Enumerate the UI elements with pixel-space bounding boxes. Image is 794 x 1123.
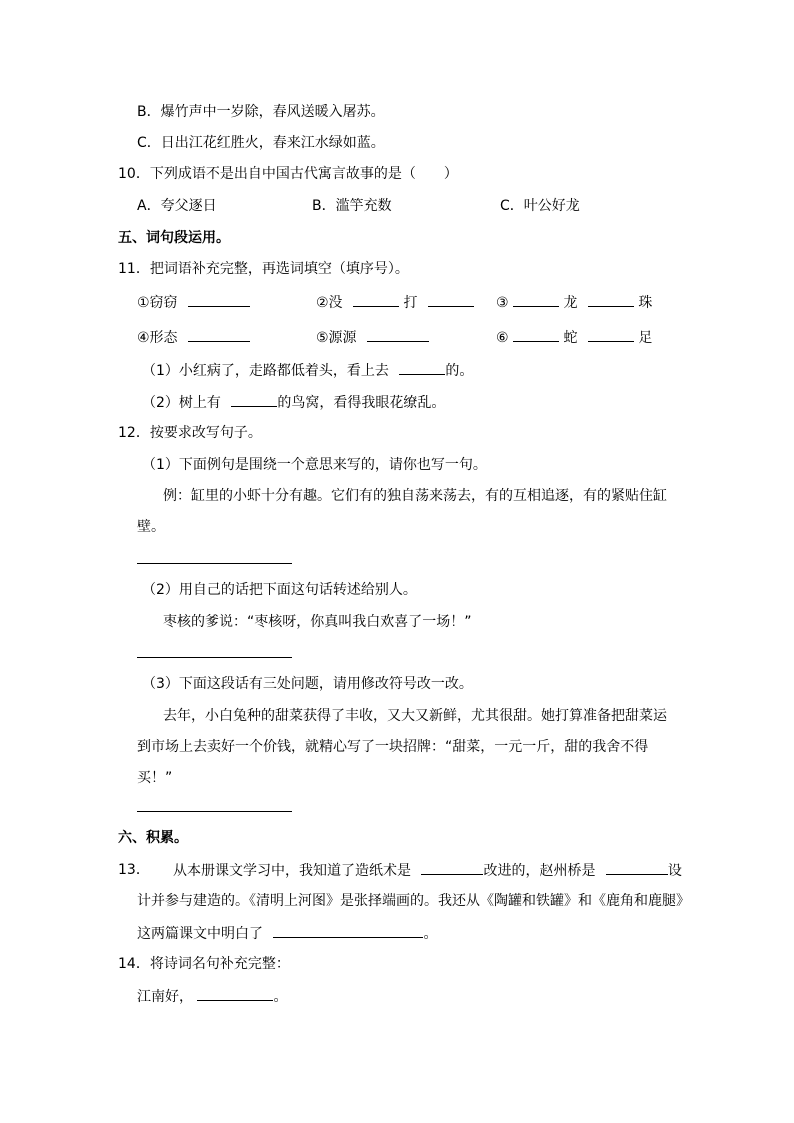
answer-blank[interactable] (588, 327, 634, 342)
q13-text: 改进的，赵州桥是 (483, 863, 596, 879)
q10-option-b: B．滥竽充数 (312, 198, 392, 214)
answer-blank[interactable] (273, 923, 423, 938)
q12-example-1-line-1: 例：缸里的小虾十分有趣。它们有的独自荡来荡去，有的互相追逐，有的紧贴住缸 (163, 488, 667, 504)
answer-blank[interactable] (188, 292, 250, 307)
answer-blank[interactable] (421, 860, 483, 875)
item-text: ②没 (316, 295, 343, 311)
q11-item-3 (496, 292, 652, 313)
section-5-heading: 五、词句段运用。 (118, 230, 230, 246)
q12-part-1: （1）下面例句是围绕一个意思来写的，请你也写一句。 (142, 457, 487, 473)
q12-part-3: （3）下面这段话有三处问题，请用修改符号改一改。 (142, 676, 473, 692)
answer-blank[interactable] (231, 392, 277, 407)
q11-sentence-2 (142, 392, 445, 413)
q12-answer-line-1[interactable] (137, 563, 292, 564)
q12-stem: 12．按要求改写句子。 (118, 425, 262, 441)
q12-example-3-line-2: 到市场上去卖好一个价钱，就精心写了一块招牌：“甜菜，一元一斤，甜的我舍不得 (137, 739, 649, 755)
q13-text: 这两篇课文中明白了 (137, 926, 263, 942)
sentence-text: （1）小红病了，走路都低着头，看上去 (142, 363, 389, 379)
sentence-text: （2）树上有 (142, 395, 221, 411)
q12-answer-line-2[interactable] (137, 657, 292, 658)
q9-option-c: C．日出江花红胜火，春来江水绿如蓝。 (137, 135, 385, 151)
answer-blank[interactable] (588, 292, 634, 307)
sentence-text: 的鸟窝，看得我眼花缭乱。 (277, 395, 446, 411)
q13-number: 13． (118, 862, 150, 878)
q14-text: 。 (273, 989, 288, 1005)
item-text: 打 (403, 295, 418, 311)
item-text: 蛇 (563, 330, 578, 346)
answer-blank[interactable] (513, 292, 559, 307)
q14-line-1 (137, 986, 287, 1007)
item-text: ①窃窃 (137, 295, 178, 311)
q13-line-2: 计并参与建造的。《清明上河图》是张择端画的。我还从《陶罐和铁罐》和《鹿角和鹿腿》 (137, 893, 690, 909)
q10-option-a: A．夸父逐日 (137, 198, 217, 214)
q13-text: 设 (667, 863, 682, 879)
item-text: ⑤源源 (316, 330, 357, 346)
q13-text: 。 (423, 926, 438, 942)
q11-item-6 (496, 327, 652, 348)
q12-part-2: （2）用自己的话把下面这句话转述给别人。 (142, 582, 417, 598)
answer-blank[interactable] (353, 292, 399, 307)
q12-example-3-line-1: 去年，小白兔种的甜菜获得了丰收，又大又新鲜，尤其很甜。她打算准备把甜菜运 (163, 708, 667, 724)
item-text: ⑥ (496, 330, 509, 346)
q14-text: 江南好， (137, 989, 193, 1005)
q9-option-b: B．爆竹声中一岁除，春风送暖入屠苏。 (137, 104, 385, 120)
q11-item-5 (316, 327, 429, 348)
q12-answer-line-3[interactable] (137, 811, 292, 812)
answer-blank[interactable] (606, 860, 668, 875)
q14-stem: 14．将诗词名句补充完整： (118, 956, 290, 972)
item-text: 珠 (638, 295, 653, 311)
item-text: ③ (496, 295, 509, 311)
answer-blank[interactable] (188, 327, 250, 342)
item-text: 足 (638, 330, 653, 346)
q12-example-3-line-3: 买！” (137, 770, 173, 786)
q10-stem: 10．下列成语不是出自中国古代寓言故事的是（ ） (118, 166, 458, 182)
q11-sentence-1 (142, 360, 473, 381)
q11-item-4 (137, 327, 250, 348)
section-6-heading: 六、积累。 (118, 830, 188, 846)
q11-stem: 11．把词语补充完整，再选词填空（填序号）。 (118, 261, 409, 277)
q13-line-1 (173, 860, 682, 881)
item-text: 龙 (563, 295, 578, 311)
q11-item-1 (137, 292, 250, 313)
q10-option-c: C．叶公好龙 (500, 198, 580, 214)
q13-text: 从本册课文学习中，我知道了造纸术是 (173, 863, 411, 879)
q12-example-1-line-2: 壁。 (137, 519, 165, 535)
answer-blank[interactable] (367, 327, 429, 342)
answer-blank[interactable] (399, 360, 445, 375)
answer-blank[interactable] (513, 327, 559, 342)
answer-blank[interactable] (197, 986, 273, 1001)
item-text: ④形态 (137, 330, 178, 346)
q13-line-3 (137, 923, 437, 944)
q11-item-2 (316, 292, 474, 313)
q12-example-2: 枣核的爹说：“枣核呀，你真叫我白欢喜了一场！” (163, 614, 472, 630)
sentence-text: 的。 (445, 363, 474, 379)
answer-blank[interactable] (428, 292, 474, 307)
